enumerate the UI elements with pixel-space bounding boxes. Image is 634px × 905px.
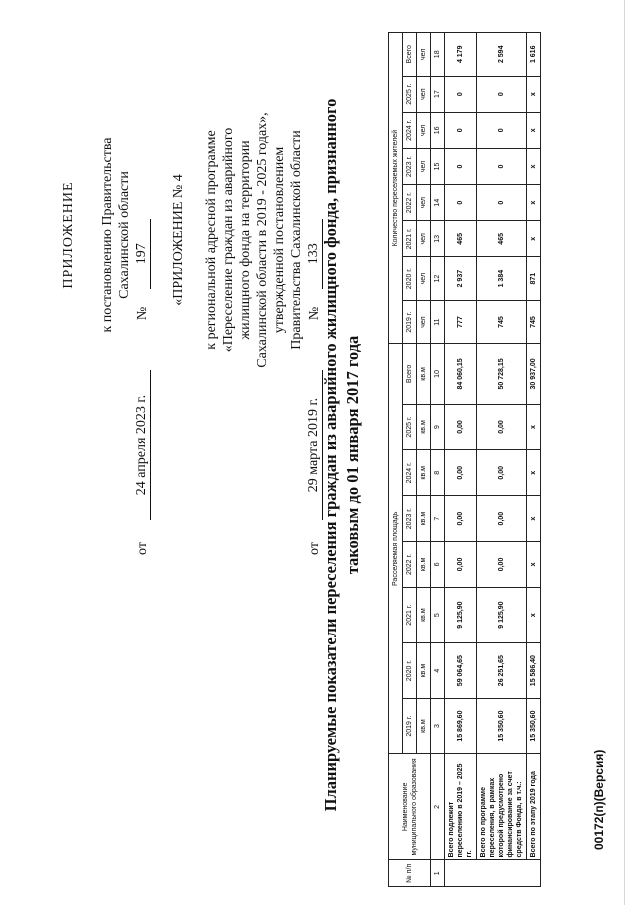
col-number: 1	[431, 860, 445, 887]
col-number: 2	[431, 754, 445, 860]
row-value: 0	[445, 76, 477, 112]
year-people-2023: 2023 г.	[403, 148, 417, 184]
row-value: 0	[477, 185, 527, 221]
unit-cell: чел	[417, 257, 431, 300]
col-number: 11	[431, 300, 445, 343]
row-value: 0	[445, 185, 477, 221]
row-value: 465	[445, 221, 477, 257]
row-value: 0,00	[445, 450, 477, 496]
row-value: x	[527, 221, 541, 257]
row-value: 15 869,60	[445, 698, 477, 753]
program-line-2: «Переселение граждан из аварийного	[221, 127, 236, 353]
document-title	[320, 45, 364, 865]
unit-cell: чел	[417, 33, 431, 77]
row-value: 2 937	[445, 257, 477, 300]
scan-edge-line	[624, 0, 625, 905]
col-number: 4	[431, 643, 445, 698]
year-people-2022: 2022 г.	[403, 185, 417, 221]
table-row	[445, 33, 477, 887]
row-value: x	[527, 404, 541, 450]
document-footer-code: 00172(п)(Версия)	[592, 749, 606, 850]
row-value: 0,00	[477, 542, 527, 588]
header-row-1	[389, 33, 403, 887]
appendix-label: ПРИЛОЖЕНИЕ	[61, 181, 76, 289]
row-value: x	[527, 185, 541, 221]
row-value: x	[527, 542, 541, 588]
year-people-total: Всего	[403, 33, 417, 77]
unit-cell: кв.м	[417, 496, 431, 542]
unit-cell: чел	[417, 300, 431, 343]
row-name: Всего по этапу 2019 года	[527, 754, 541, 860]
row-no	[445, 860, 541, 887]
header-people: Количество переселяемых жителей	[389, 33, 403, 344]
resolution-header	[60, 35, 151, 555]
row-value: 0,00	[445, 404, 477, 450]
program-header	[170, 35, 323, 555]
title-line-2: таковым до 01 января 2017 года	[343, 335, 362, 575]
row-value: x	[527, 148, 541, 184]
year-area-2021: 2021 г.	[403, 587, 417, 642]
row-value: 15 586,40	[527, 643, 541, 698]
unit-cell: кв.м	[417, 404, 431, 450]
row-value: 465	[477, 221, 527, 257]
unit-cell: кв.м	[417, 450, 431, 496]
program-number: 133	[305, 219, 323, 289]
year-area-2025: 2025 г.	[403, 404, 417, 450]
program-line-6: Правительства Сахалинской области	[289, 130, 304, 350]
row-value: x	[527, 450, 541, 496]
col-number: 7	[431, 496, 445, 542]
appendix4-label: «ПРИЛОЖЕНИЕ № 4	[171, 174, 186, 306]
unit-cell: кв.м	[417, 542, 431, 588]
resolution-to-line1: к постановлению Правительства	[100, 137, 115, 333]
col-number: 13	[431, 221, 445, 257]
resolution-number: 197	[133, 219, 151, 289]
row-value: 0,00	[477, 496, 527, 542]
number-sign: №	[135, 306, 150, 321]
col-number: 5	[431, 587, 445, 642]
program-line-1: к региональной адресной программе	[204, 130, 219, 350]
header-no: № п/п	[389, 860, 431, 887]
row-value: 1 616	[527, 33, 541, 77]
program-line-5: утвержденной постановлением	[272, 146, 287, 334]
row-name: Всего подлежит переселению в 2019 – 2025 гг.	[445, 754, 477, 860]
row-value: 0	[477, 112, 527, 148]
row-value: 745	[527, 300, 541, 343]
indicators-table	[388, 32, 541, 887]
col-number: 12	[431, 257, 445, 300]
program-from-word: от	[307, 542, 322, 555]
col-number: 8	[431, 450, 445, 496]
table-row	[527, 33, 541, 887]
col-number: 10	[431, 344, 445, 404]
year-people-2019: 2019 г.	[403, 300, 417, 343]
row-value: 15 350,60	[477, 698, 527, 753]
row-value: 26 251,65	[477, 643, 527, 698]
program-number-sign: №	[307, 306, 322, 321]
col-number: 3	[431, 698, 445, 753]
col-number: 18	[431, 33, 445, 77]
row-value: 59 064,65	[445, 643, 477, 698]
row-value: 0	[477, 148, 527, 184]
year-area-2024: 2024 г.	[403, 450, 417, 496]
year-people-2024: 2024 г.	[403, 112, 417, 148]
from-word: от	[135, 542, 150, 555]
row-value: 745	[477, 300, 527, 343]
unit-cell: кв.м	[417, 344, 431, 404]
row-value: x	[527, 587, 541, 642]
row-value: 0	[445, 112, 477, 148]
unit-cell: кв.м	[417, 643, 431, 698]
row-value: 50 728,15	[477, 344, 527, 404]
row-value: 2 594	[477, 33, 527, 77]
year-people-2020: 2020 г.	[403, 257, 417, 300]
unit-cell: чел	[417, 112, 431, 148]
row-value: 84 060,15	[445, 344, 477, 404]
row-value: 777	[445, 300, 477, 343]
resolution-date-row	[133, 35, 151, 555]
row-value: x	[527, 76, 541, 112]
row-value: 15 350,60	[527, 698, 541, 753]
year-area-2022: 2022 г.	[403, 542, 417, 588]
year-area-2020: 2020 г.	[403, 643, 417, 698]
header-municipality: Наименование муниципального образования	[389, 754, 431, 860]
title-line-1: Планируемые показатели переселения граждан из аварийного жилищного фонда, признанного	[321, 98, 340, 812]
year-area-2023: 2023 г.	[403, 496, 417, 542]
header-area: Расселяемая площадь	[389, 344, 403, 754]
row-value: 871	[527, 257, 541, 300]
unit-cell: чел	[417, 76, 431, 112]
year-people-2025: 2025 г.	[403, 76, 417, 112]
row-name: Всего по программе переселения, в рамках которой предусмотрено финансирование за счет средств Фонда, в т.ч.:	[477, 754, 527, 860]
row-value: 0,00	[477, 450, 527, 496]
col-number: 15	[431, 148, 445, 184]
program-line-3: жилищного фонда на территории	[238, 140, 253, 340]
year-area-total: Всего	[403, 344, 417, 404]
col-number: 16	[431, 112, 445, 148]
year-area-2019: 2019 г.	[403, 698, 417, 753]
row-value: 9 125,90	[445, 587, 477, 642]
row-value: 0	[445, 148, 477, 184]
row-value: 0	[477, 76, 527, 112]
table-row	[477, 33, 527, 887]
column-number-row	[431, 33, 445, 887]
unit-cell: чел	[417, 185, 431, 221]
program-date: 29 марта 2019 г.	[305, 370, 323, 520]
row-value: x	[527, 496, 541, 542]
row-value: x	[527, 112, 541, 148]
col-number: 14	[431, 185, 445, 221]
row-value: 4 179	[445, 33, 477, 77]
resolution-to-line2: Сахалинской области	[117, 171, 132, 299]
unit-cell: чел	[417, 221, 431, 257]
unit-cell: кв.м	[417, 587, 431, 642]
row-value: 30 937,00	[527, 344, 541, 404]
col-number: 9	[431, 404, 445, 450]
year-people-2021: 2021 г.	[403, 221, 417, 257]
col-number: 6	[431, 542, 445, 588]
row-value: 0,00	[477, 404, 527, 450]
row-value: 1 384	[477, 257, 527, 300]
unit-cell: кв.м	[417, 698, 431, 753]
row-value: 9 125,90	[477, 587, 527, 642]
row-value: 0,00	[445, 542, 477, 588]
program-line-4: Сахалинской области в 2019 - 2025 годах»,	[255, 112, 270, 368]
col-number: 17	[431, 76, 445, 112]
unit-cell: чел	[417, 148, 431, 184]
resolution-date: 24 апреля 2023 г.	[133, 370, 151, 520]
row-value: 0,00	[445, 496, 477, 542]
